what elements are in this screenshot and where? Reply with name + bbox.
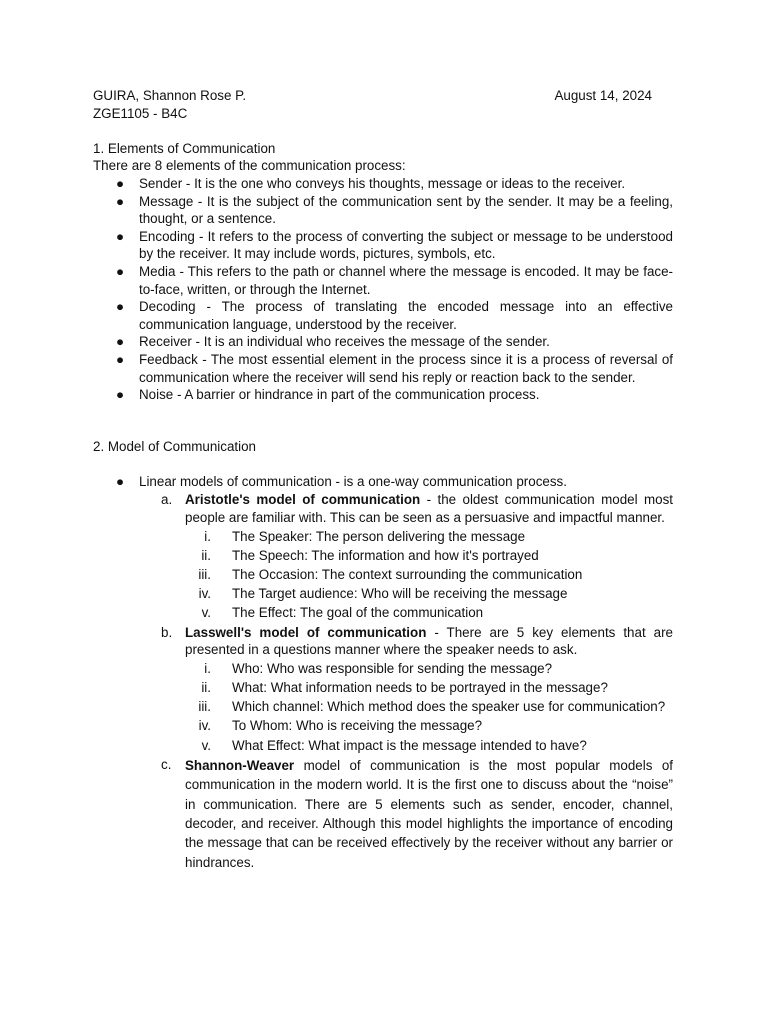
- model-sublist: [93, 624, 673, 659]
- bullet-icon: ●: [116, 228, 125, 244]
- spacer: [93, 404, 673, 438]
- list-marker: i.: [204, 660, 211, 676]
- bullet-icon: ●: [116, 193, 125, 209]
- bullet-icon: ●: [116, 351, 125, 367]
- list-item: [93, 528, 673, 546]
- list-item: [93, 717, 673, 735]
- point-text: The Target audience: Who will be receiving the message: [232, 586, 568, 602]
- document-page: [93, 87, 673, 872]
- aristotle-points: [93, 528, 673, 622]
- list-item: [93, 333, 673, 351]
- list-marker: c.: [161, 756, 172, 772]
- model-shannon-weaver: [93, 756, 673, 872]
- bullet-icon: ●: [116, 334, 125, 350]
- header-row: [93, 87, 673, 105]
- point-text: What Effect: What impact is the message intended to have?: [232, 737, 587, 753]
- bullet-icon: ●: [116, 263, 125, 279]
- list-item-text: Media - This refers to the path or channel where the message is encoded. It may be face-to-face, written, or through the Internet.: [139, 263, 673, 297]
- list-item: [93, 679, 673, 697]
- course-code: ZGE1105 - B4C: [93, 105, 188, 121]
- list-item: [93, 193, 673, 228]
- model-name: Lasswell's model of communication: [185, 624, 427, 640]
- list-item: [93, 263, 673, 298]
- section-2-title: 2. Model of Communication: [93, 438, 256, 454]
- author-name: GUIRA, Shannon Rose P.: [93, 88, 247, 103]
- list-item-text: Noise - A barrier or hindrance in part of the communication process.: [139, 387, 540, 403]
- section-1-title: 1. Elements of Communication: [93, 140, 276, 156]
- point-text: What: What information needs to be portrayed in the message?: [232, 679, 608, 695]
- list-marker: b.: [161, 624, 173, 640]
- spacer: [93, 455, 673, 473]
- point-text: To Whom: Who is receiving the message?: [232, 718, 483, 734]
- model-description: model of communication is the most popular models of communication in the modern world. It is the first one to discuss about the “noise” in communication. There are 5 elements such as sender, encoder, channel, decoder, and receiver. Although this model highlights the importance of encoding the message that can be received effectively by the receiver without any barrier or hindrances.: [185, 757, 673, 870]
- point-text: Who: Who was responsible for sending the message?: [232, 660, 553, 676]
- list-item: [93, 604, 673, 622]
- model-sublist: [93, 491, 673, 526]
- list-item-text: Sender - It is the one who conveys his thoughts, message or ideas to the receiver.: [139, 175, 626, 191]
- list-item: [93, 698, 673, 716]
- list-item-text: Receiver - It is an individual who receives the message of the sender.: [139, 334, 550, 350]
- list-marker: iv.: [198, 586, 211, 602]
- list-item: [93, 298, 673, 333]
- list-marker: v.: [201, 737, 211, 753]
- model-sublist: [93, 756, 673, 872]
- list-item: [93, 473, 673, 491]
- model-lasswell: [93, 624, 673, 659]
- list-marker: ii.: [201, 679, 211, 695]
- list-item: [93, 660, 673, 678]
- list-item: [93, 351, 673, 386]
- point-text: The Speaker: The person delivering the message: [232, 528, 526, 544]
- list-marker: v.: [201, 605, 211, 621]
- bullet-icon: ●: [116, 175, 125, 191]
- point-text: The Speech: The information and how it's portrayed: [232, 547, 539, 563]
- list-marker: iv.: [198, 718, 211, 734]
- list-marker: ii.: [201, 547, 211, 563]
- model-aristotle: [93, 491, 673, 526]
- elements-list: [93, 175, 673, 404]
- list-item: [93, 175, 673, 193]
- model-description: - There are 5 key elements that are presented in a questions manner where the speaker needs to ask.: [185, 624, 673, 658]
- bullet-icon: ●: [116, 387, 125, 403]
- list-item: [93, 228, 673, 263]
- spacer: [93, 122, 673, 140]
- list-marker: a.: [161, 492, 173, 508]
- list-item-text: Message - It is the subject of the communication sent by the sender. It may be a feeling, thought, or a sentence.: [139, 193, 673, 227]
- point-text: The Effect: The goal of the communication: [232, 605, 484, 621]
- section-1-intro: There are 8 elements of the communication process:: [93, 158, 406, 174]
- list-marker: i.: [204, 528, 211, 544]
- point-text: Which channel: Which method does the speaker use for communication?: [232, 699, 666, 715]
- list-item: [93, 386, 673, 404]
- models-list: [93, 473, 673, 491]
- list-item-text: Feedback - The most essential element in the process since it is a process of reversal of communication where the receiver will send his reply or reaction back to the sender.: [139, 351, 673, 385]
- bullet-icon: ●: [116, 473, 125, 489]
- list-item: [93, 547, 673, 565]
- linear-models-text: Linear models of communication - is a one-way communication process.: [139, 473, 567, 489]
- list-item: [93, 737, 673, 755]
- lasswell-points: [93, 660, 673, 754]
- point-text: The Occasion: The context surrounding the communication: [232, 567, 583, 583]
- list-item: [93, 566, 673, 584]
- model-description: - the oldest communication model most people are familiar with. This can be seen as a persuasive and impactful manner.: [185, 492, 673, 526]
- model-name: Aristotle's model of communication: [185, 492, 421, 508]
- list-item-text: Decoding - The process of translating the encoded message into an effective communication language, understood by the receiver.: [139, 299, 673, 332]
- list-item-text: Encoding - It refers to the process of converting the subject or message to be understood by the receiver. It may include words, pictures, symbols, etc.: [139, 228, 673, 262]
- document-date: August 14, 2024: [554, 88, 652, 103]
- list-item: [93, 585, 673, 603]
- list-marker: iii.: [198, 567, 211, 583]
- model-name: Shannon-Weaver: [185, 757, 295, 773]
- bullet-icon: ●: [116, 299, 125, 315]
- list-marker: iii.: [198, 699, 211, 715]
